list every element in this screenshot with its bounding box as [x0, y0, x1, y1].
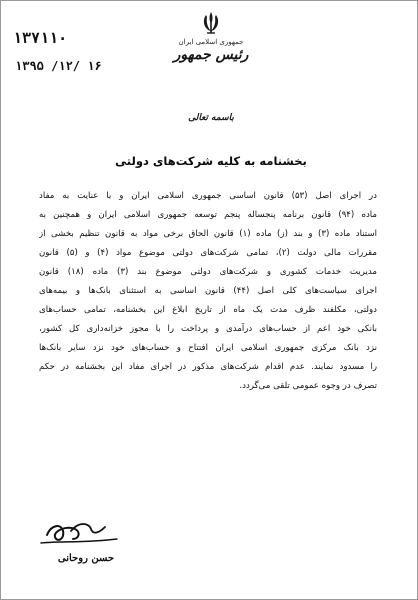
body-line: دولتی، مکلفند ظرف مدت یک ماه از تاریخ ابلاغ این بخشنامه، تمامی حساب‌های: [39, 305, 377, 315]
body-line: در اجرای اصل (۵۳) قانون اساسی جمهوری اسلامی ایران و با عنایت به مفاد: [39, 191, 377, 201]
body-line: تصرف در وجوه عمومی تلقی می‌گردد.: [239, 381, 377, 391]
national-emblem-icon: [198, 10, 224, 36]
header-organization: جمهوری اسلامی ایران: [178, 38, 244, 46]
body-line: را مسدود نمایند. عدم اقدام شرکت‌های مذکور در اجرای مفاد این بخشنامه در حکم: [39, 362, 377, 372]
signer-name: حسن روحانی: [57, 553, 115, 564]
header-office: رئیس جمهور: [173, 47, 249, 63]
body-line: ماده (۹۴) قانون برنامه پنجساله پنجم توسعه جمهوری اسلامی ایران و همچنین به: [39, 210, 377, 220]
signature-scribble: [27, 509, 137, 557]
body-line: بانکی خود اعم از حساب‌های درآمدی و پرداخت را با مجوز خزانه‌داری کل کشور،: [39, 324, 377, 334]
body-line: مقررات مالی دولت (۲)، تمامی شرکت‌های دولتی موضوع مواد (۴) و (۵) قانون: [39, 248, 377, 258]
letter-body: [39, 187, 377, 396]
salutation: باسمه تعالی: [188, 113, 234, 123]
body-line: استناد ماده (۳) و بند (ز) ماده (۱) قانون الحاق برخی مواد به قانون تنظیم بخشی از: [39, 229, 377, 239]
document-title: بخشنامه به کلیه شرکت‌های دولتی: [115, 154, 307, 168]
body-line: اجرای سیاست‌های کلی اصل (۴۴) قانون اساسی به استثنای بانک‌ها و بیمه‌های: [39, 286, 377, 296]
letter-number: ۱۳۷۱۱۰: [13, 29, 68, 47]
letter-date: ۱۳۹۵ /۱۲/ ۱۶: [15, 59, 102, 73]
body-line: مدیریت خدمات کشوری و شرکت‌های دولتی موضوع بند (۳) ماده (۱۸) قانون: [39, 267, 377, 277]
body-line: نزد بانک مرکزی جمهوری اسلامی ایران افتتاح و حساب‌های خود نزد سایر بانک‌ها: [39, 343, 377, 353]
